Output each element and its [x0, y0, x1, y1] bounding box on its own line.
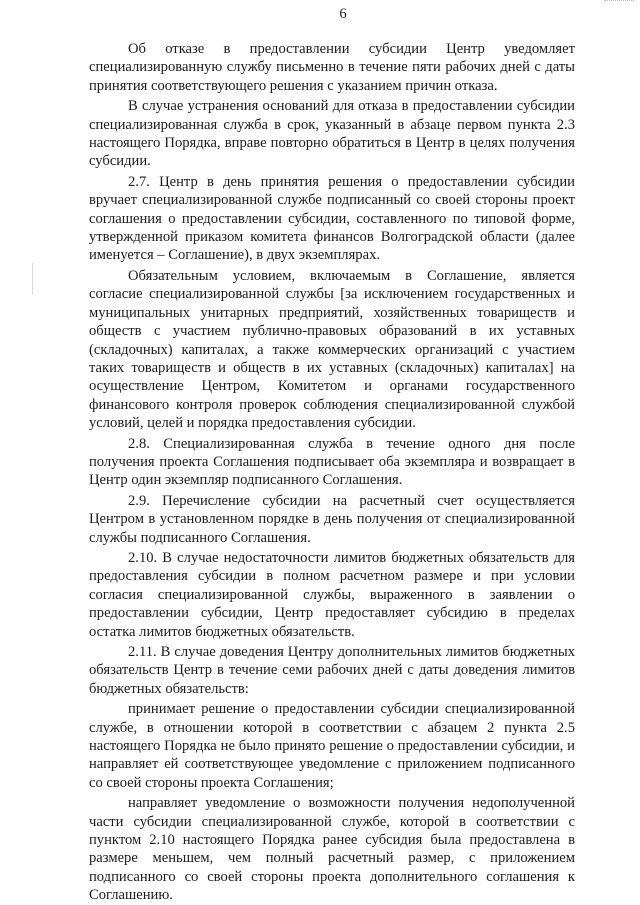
paragraph-2-7: 2.7. Центр в день принятия решения о предоставлении субсидии вручает специализированной службе подписанный со своей стороны проект соглашения о предоставлении субсидии, составленного по типовой форме, утвержденной приказом комитета финансов Волгоградской области (далее именуется – Соглашение), в двух экземплярах. [89, 173, 575, 264]
document-body [89, 40, 575, 905]
paragraph-reapplication: В случае устранения оснований для отказа в предоставлении субсидии специализированная служба в срок, указанный в абзаце первом пункта 2.3 настоящего Порядка, вправе повторно обратиться в Центр в целях получения субсидии. [89, 98, 575, 170]
paragraph-notification: направляет уведомление о возможности получения недополученной части субсидии специализированной службе, которой в соответствии с пунктом 2.10 настоящего Порядка ранее субсидия была предоставлена в размере меньшем, чем полный расчетный размер, с приложением подписанного со своей стороны проекта дополнительного соглашения к Соглашению. [89, 795, 575, 904]
margin-scan-mark [32, 263, 33, 295]
paragraph-2-9: 2.9. Перечисление субсидии на расчетный счет осуществляется Центром в установленном порядке в день получения от специализированной службы подписанного Соглашения. [89, 492, 575, 546]
scan-corner-mark [604, 0, 634, 4]
paragraph-2-8: 2.8. Специализированная служба в течение одного дня после получения проекта Соглашения подписывает оба экземпляра и возвращает в Центр один экземпляр подписанного Соглашения. [89, 435, 575, 489]
paragraph-2-11: 2.11. В случае доведения Центру дополнительных лимитов бюджетных обязательств Центр в течение семи рабочих дней с даты доведения лимитов бюджетных обязательств: [89, 644, 575, 697]
page-number: 6 [339, 6, 347, 22]
paragraph-decision: принимает решение о предоставлении субсидии специализированной службе, в отношении которой в соответствии с абзацем 2 пункта 2.5 настоящего Порядка не было принято решение о предоставлении субсидии, и направляет ей соответствующее уведомление с приложением подписанного со своей стороны проекта Соглашения; [89, 701, 575, 791]
paragraph-mandatory-condition: Обязательным условием, включаемым в Соглашение, является согласие специализированной службы [за исключением государственных и муниципальных унитарных предприятий, хозяйственных товариществ и обществ с участием публично-правовых образований в их уставных (складочных) капиталах, а также коммерческих организаций с участием таких товариществ и обществ в их уставных (складочных) капиталах] на осуществление Центром, Комитетом и органами государственного финансового контроля проверок соблюдения специализированной службой условий, целей и порядка предоставления субсидии. [89, 267, 575, 432]
paragraph-refusal-notice: Об отказе в предоставлении субсидии Центр уведомляет специализированную службу письменно в течение пяти рабочих дней с даты принятия соответствующего решения с указанием причин отказа. [89, 41, 575, 94]
paragraph-2-10: 2.10. В случае недостаточности лимитов бюджетных обязательств для предоставления субсидии в полном расчетном размере и при условии согласия специализированной службы, выраженного в заявлении о предоставлении субсидии, Центр предоставляет субсидию в пределах остатка лимитов бюджетных обязательств. [89, 549, 575, 640]
